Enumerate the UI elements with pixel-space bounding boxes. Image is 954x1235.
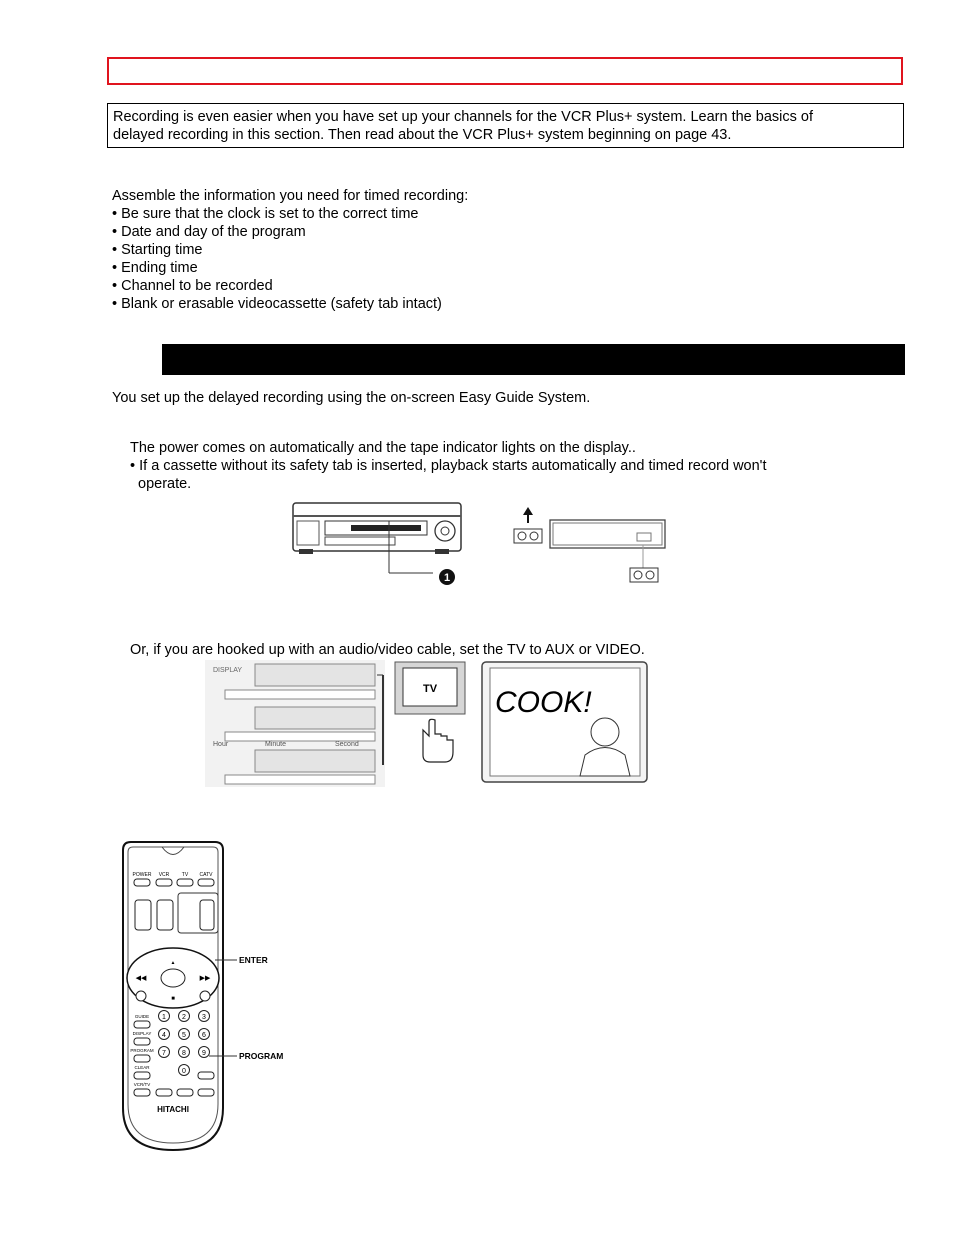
remote-control (115, 838, 295, 1158)
pointing-hand-icon (423, 719, 453, 762)
section-title-box (107, 57, 903, 85)
info-heading: Assemble the information you need for timed recording: (112, 188, 469, 204)
tv-label: TV (181, 872, 189, 878)
number-label: 8 (182, 1050, 186, 1057)
channel-rocker[interactable] (157, 900, 173, 930)
tv-button-label: TV (422, 683, 438, 695)
catv-button[interactable] (198, 879, 214, 886)
list-item: • Be sure that the clock is set to the correct time (112, 206, 419, 222)
rewind-icon: ◀◀ (135, 975, 147, 982)
step-1-line-1: The power comes on automatically and the tape indicator lights on the display.. (130, 440, 636, 456)
step-1-text (130, 439, 850, 493)
display-panels-illustration (205, 660, 385, 787)
program-callout-label: PROGRAM (239, 1051, 284, 1061)
number-label: 9 (202, 1050, 206, 1057)
hour-label: Hour (213, 741, 229, 748)
second-label: Second (335, 741, 359, 748)
remote-button[interactable] (156, 1089, 172, 1096)
enter-callout-label: ENTER (239, 955, 268, 965)
fast-forward-icon: ▶▶ (199, 975, 211, 982)
vcr-tv-label: VCR/TV (133, 1082, 151, 1087)
tv-button[interactable] (177, 879, 193, 886)
enter-button[interactable] (161, 969, 185, 987)
setup-text: You set up the delayed recording using the on-screen Easy Guide System. (112, 390, 591, 406)
intro-line-1: Recording is even easier when you have set up your channels for the VCR Plus+ system. Learn the basics of (113, 109, 814, 125)
list-item: • Date and day of the program (112, 224, 306, 240)
tv-setup-text: Or, if you are hooked up with an audio/video cable, set the TV to AUX or VIDEO. (130, 642, 645, 658)
step-1-line-2: • If a cassette without its safety tab is inserted, playback starts automatically and timed record won't (130, 458, 767, 474)
stop-icon: ■ (171, 996, 175, 1002)
svg-text:▲: ▲ (170, 960, 176, 966)
number-label: 1 (162, 1014, 166, 1021)
cook-text: COOK! (495, 686, 592, 719)
number-label: 2 (182, 1014, 186, 1021)
vcr-button[interactable] (156, 879, 172, 886)
list-item: • Channel to be recorded (112, 278, 273, 294)
power-label: POWER (132, 872, 152, 878)
clear-label: CLEAR (134, 1065, 150, 1070)
remote-button[interactable] (198, 1072, 214, 1079)
vcr-figure (285, 495, 675, 595)
info-list (112, 187, 812, 313)
display-label: DISPLAY (132, 1031, 152, 1036)
display-label: DISPLAY (213, 667, 243, 674)
remote-button[interactable] (177, 1089, 193, 1096)
number-label: 7 (162, 1050, 166, 1057)
vcr-front-illustration (293, 503, 461, 573)
cook-screen-illustration (482, 662, 647, 782)
program-button[interactable] (134, 1055, 150, 1062)
power-button[interactable] (134, 879, 150, 886)
section-header-bar (162, 344, 905, 375)
remote-button[interactable] (198, 1089, 214, 1096)
cassette-insert-illustration (514, 507, 665, 582)
display-button[interactable] (134, 1038, 150, 1045)
vcr-label: VCR (158, 872, 170, 878)
remote-brand-label: HITACHI (157, 1105, 189, 1114)
intro-box (107, 103, 904, 148)
number-label: 6 (202, 1032, 206, 1039)
remote-transport-ring (127, 948, 219, 1008)
list-item: • Blank or erasable videocassette (safety tab intact) (112, 296, 442, 312)
list-item: • Ending time (112, 260, 198, 276)
callout-1-label: 1 (443, 572, 451, 584)
guide-label: GUIDE (134, 1014, 150, 1019)
step-1-line-3: operate. (138, 476, 192, 492)
number-label: 4 (162, 1032, 166, 1039)
minute-label: Minute (265, 741, 287, 748)
record-button[interactable] (136, 991, 146, 1001)
slow-button[interactable] (200, 991, 210, 1001)
number-label: 0 (182, 1068, 186, 1075)
volume-rocker[interactable] (135, 900, 151, 930)
speed-rocker[interactable] (200, 900, 214, 930)
number-label: 3 (202, 1014, 206, 1021)
tv-button-illustration (395, 662, 465, 762)
catv-label: CATV (199, 872, 213, 878)
vcr-tv-button[interactable] (134, 1089, 150, 1096)
number-label: 5 (182, 1032, 186, 1039)
program-label: PROGRAM (130, 1048, 154, 1053)
list-item: • Starting time (112, 242, 203, 258)
guide-button[interactable] (134, 1021, 150, 1028)
tv-figure (205, 660, 655, 790)
clear-button[interactable] (134, 1072, 150, 1079)
intro-line-2: delayed recording in this section. Then read about the VCR Plus+ system beginning on page 43. (113, 127, 732, 143)
